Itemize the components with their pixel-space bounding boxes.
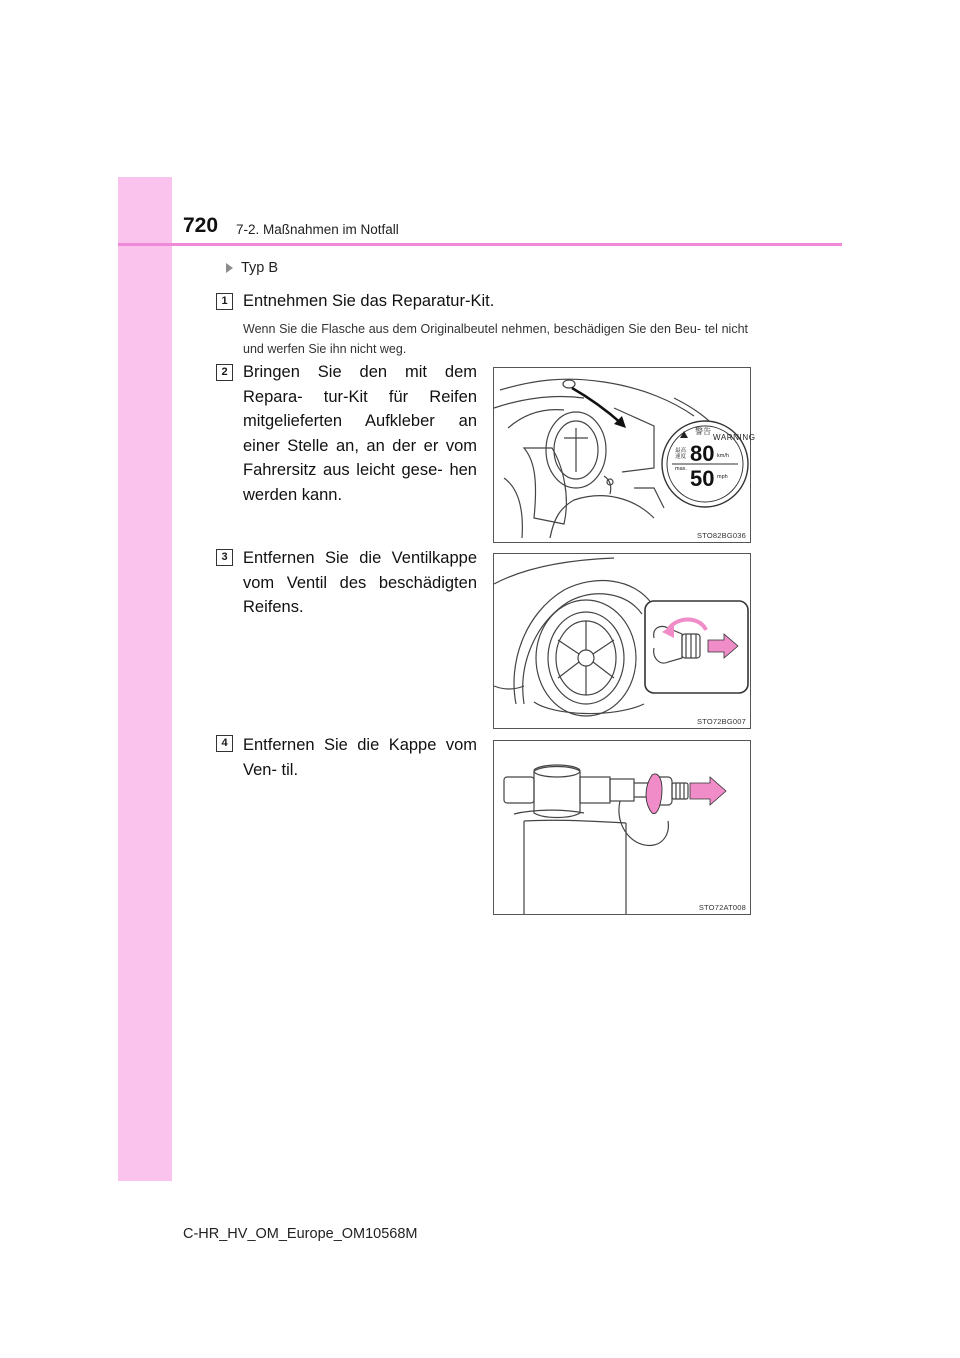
step-number-2: 2 — [216, 364, 233, 381]
figure-bottle-cap — [493, 740, 751, 915]
tire-illustration — [494, 554, 750, 728]
step-1-text: Entnehmen Sie das Reparatur-Kit. — [243, 292, 495, 310]
step-3-text: Entfernen Sie die Ventilkappe vom Ventil des beschädigten Reifens. — [243, 549, 477, 616]
page-number: 720 — [183, 214, 219, 237]
figure-code-step-4: STO72AT008 — [698, 903, 746, 912]
chapter-sidebar — [118, 177, 172, 1181]
sticker-unit-mph: mph — [717, 474, 728, 480]
sticker-max-label: max. — [675, 466, 687, 472]
step-number-1: 1 — [216, 293, 233, 310]
footer-doc-id: C-HR_HV_OM_Europe_OM10568M — [183, 1226, 418, 1242]
step-1-note: Wenn Sie die Flasche aus dem Originalbeutel nehmen, beschädigen Sie den Beu- tel nicht und werfen Sie ihn nicht weg. — [243, 322, 748, 356]
sticker-label-jp-2: 速度 — [675, 454, 687, 460]
type-label-text: Typ B — [241, 260, 279, 276]
warning-sticker — [662, 421, 756, 507]
triangle-bullet-icon — [226, 263, 233, 273]
sticker-warning-text: WARNING — [713, 433, 756, 442]
dashboard-illustration — [494, 368, 756, 542]
sticker-caution-jp: 警告 — [695, 427, 711, 436]
sticker-speed-kmh: 80 — [690, 441, 715, 466]
type-label — [226, 260, 278, 276]
step-2-text: Bringen Sie den mit dem Repara- tur-Kit für Reifen mitgelieferten Aufkleber an einer Stelle an, an der er vom Fahrersitz aus leicht gese- hen werden kann. — [243, 363, 477, 504]
figure-valve-cap — [493, 553, 751, 729]
sticker-label-jp-1: 最高 — [675, 448, 687, 454]
figure-sticker-placement — [493, 367, 756, 543]
figure-code-step-3: STO72BG007 — [697, 717, 746, 726]
sticker-speed-mph: 50 — [690, 466, 715, 491]
sticker-unit-kmh: km/h — [717, 453, 729, 459]
step-number-3: 3 — [216, 549, 233, 566]
step-4-text: Entfernen Sie die Kappe vom Ven- til. — [243, 736, 477, 779]
figure-code-step-2: STO82BG036 — [697, 531, 746, 540]
section-title: 7-2. Maßnahmen im Notfall — [236, 222, 399, 237]
bottle-illustration — [494, 741, 750, 914]
header-rule — [118, 243, 842, 246]
step-number-4: 4 — [216, 735, 233, 752]
